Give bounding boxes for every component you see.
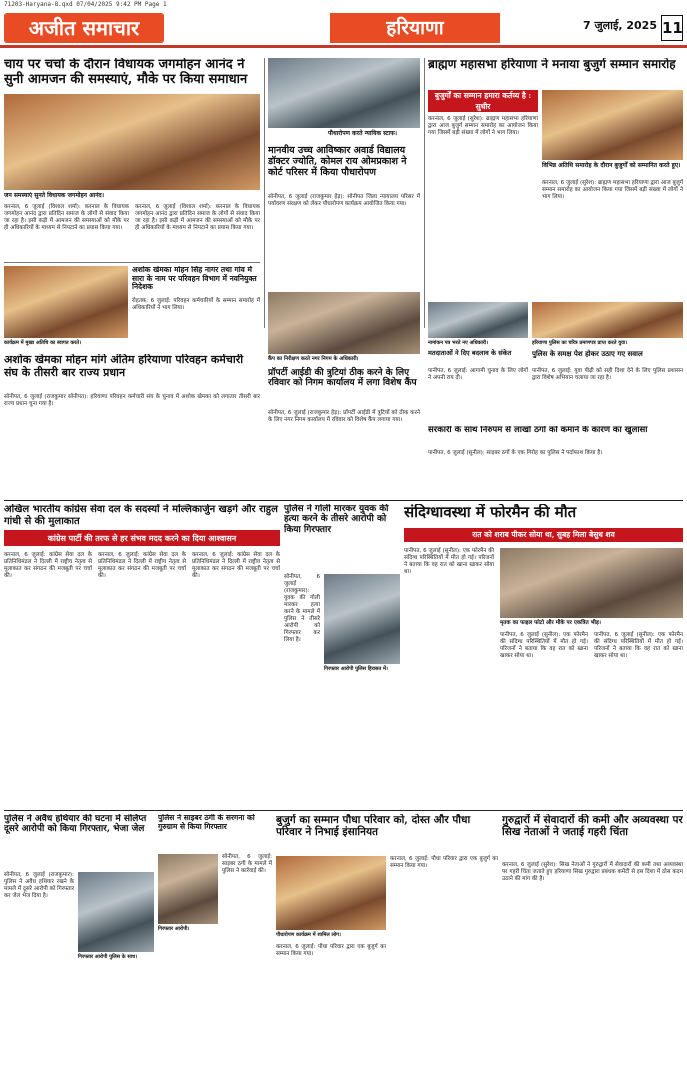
headline: अखिल भारतीय कांग्रेस सेवा दल के सदस्यों ने मल्लिकार्जुन खड़गे और राहुल गांधी से की मुलाकात [4, 504, 278, 527]
photo-caption: विभिन्न अतिथि समारोह के दौरान बुजुर्गों को सम्मानित करते हुए। [542, 162, 681, 169]
headline: पुलिस के समक्ष पेश होकर उठाए गए सवाल [532, 349, 643, 358]
article-body: सोनीपत, 6 जुलाई (राजकुमार हेड़): प्रॉपर्टी आईडी में त्रुटियों को ठीक करने के लिए नगर निगम कार्यालय में रविवार को विशेष कैंप लगाया गया। [268, 410, 420, 423]
article-body: पानीपत, 6 जुलाई (सुनील): एक फोरमैन की संदिग्ध परिस्थितियों में मौत हो गई। परिजनों ने बताया कि वह रात को खाना खाकर सोया था। [404, 548, 494, 575]
article-voters [428, 302, 528, 422]
article-cyber-fraud [428, 426, 683, 496]
headline: पुलिस ने गोली मारकर युवक की हत्या करने के तीसरे आरोपी को किया गिरफ्तार [284, 504, 389, 535]
article-court-plantation [268, 58, 420, 288]
article-photo [4, 266, 128, 338]
article-congress-seva-dal [4, 504, 280, 804]
column-rule [424, 58, 425, 328]
article-cyber-ringleader [158, 814, 272, 1086]
headline: संदिग्धावस्था में फोरमैन की मौत [404, 504, 577, 521]
article-body: करनाल, 6 जुलाई (विशाल शर्मा): करनाल के विधायक जगमोहन आनंद द्वारा प्रतिदिन समाज के लोगों से संवाद किया जा रहा है। इसी कड़ी में आमजन की समस्याओं को मौके पर ही अधिकारियों के माध्यम से निपटाने का प्रयास किया गया। [4, 204, 129, 231]
article-body: करनाल, 6 जुलाई (सुरेश): ब्राह्मण महासभा हरियाणा द्वारा आज बुजुर्ग सम्मान समारोह का आयोजन किया गया जिसमें बड़ी संख्या में लोगों ने भाग लिया। [428, 116, 538, 136]
page-number: 11 [661, 15, 683, 41]
article-photo [78, 872, 154, 952]
headline: मतदाताओं ने दिए बदलाव के संकेत [428, 349, 512, 357]
article-body: पानीपत, 6 जुलाई: आगामी चुनाव के लिए लोगों ने अपनी राय दी। [428, 368, 528, 381]
article-photo [542, 90, 683, 160]
photo-caption: पौधारोपण कार्यक्रम में शामिल लोग। [276, 932, 341, 938]
section-rule [4, 810, 683, 811]
photo-caption: गिरफ्तार आरोपी पुलिस हिरासत में। [324, 666, 388, 672]
article-elder-respect [276, 814, 498, 1086]
article-body: करनाल, 6 जुलाई (सुरेश): सिख नेताओं ने गुरुद्वारों में सेवादारों की कमी तथा अव्यवस्था पर गहरी चिंता जताते हुए हरियाणा सिख गुरुद्वारा प्रबंधक कमेटी से इस दिशा में ठोस कदम उठाने की मांग की है। [502, 862, 683, 882]
article-body: पानीपत, 6 जुलाई: युवा पीढ़ी को सही दिशा देने के लिए पुलिस प्रशासन द्वारा विशेष अभियान चलाया जा रहा है। [532, 368, 683, 381]
subhead-banner: कांग्रेस पार्टी की तरफ से हर संभव मदद करने का दिया आश्वासन [4, 530, 280, 546]
headline: मानवीय उच्च आविष्कार अवार्ड विद्यालय डॉक्टर ज्योति, कोमल राय ओमप्रकाश ने कोर्ट परिसर में किया पौधारोपण [268, 145, 407, 178]
print-slug: 71203-Haryana-8.qxd 07/04/2025 9:42 PM Page 1 [4, 1, 167, 8]
section-title: हरियाणा [330, 13, 500, 43]
article-photo [268, 58, 420, 128]
article-brahmin-mahasabha [428, 58, 683, 298]
article-police-certificate [532, 302, 683, 422]
article-transport-union [4, 354, 260, 494]
article-body: सोनीपत, 6 जुलाई (राजकुमार सोनीपत): हरियाणा परिवहन कर्मचारी संघ के चुनाव में अशोक खेमका को लगातार तीसरी बार राज्य प्रधान चुना गया है। [4, 394, 260, 407]
article-photo [4, 94, 260, 190]
photo-caption: पौधारोपण करते न्यायिक स्टाफ। [328, 130, 397, 137]
article-body: सोनीपत, 6 जुलाई (राजकुमार): युवक की गोली मारकर हत्या करने के मामले में पुलिस ने तीसरे आरोपी को गिरफ्तार कर लिया है। [284, 574, 320, 643]
masthead [0, 10, 687, 48]
headline: अशोक खेमका मोहन सिंह नागर तथा गांव में सारा के नाम पर परिवहन विभाग में नवनियुक्त निदेशक [132, 266, 257, 292]
headline: पुलिस ने अवैध हथियार की घटना में संलिप्त दूसरे आरोपी को किया गिरफ्तार, भेजा जेल [4, 814, 147, 835]
photo-caption: हरियाणा पुलिस का चरित्र प्रमाणपत्र प्राप्त करते युवा। [532, 340, 628, 346]
article-mla-chai-charcha [4, 58, 260, 258]
newspaper-brand: अजीत समाचार [4, 13, 164, 43]
article-foreman-death [404, 504, 683, 804]
headline: सरकारी के साथ निरुपम से लाखों ठगों को कमाने के कारण का खुलासा [428, 426, 648, 435]
article-illegal-weapon [4, 814, 154, 1086]
article-body: सोनीपत, 6 जुलाई (राजकुमार हेड़): सोनीपत जिला न्यायालय परिसर में पर्यावरण संरक्षण को लेकर पौधारोपण कार्यक्रम आयोजित किया गया। [268, 194, 420, 207]
article-shooting-arrest [284, 504, 400, 804]
article-body-continued: करनाल, 6 जुलाई: कांग्रेस सेवा दल के प्रतिनिधिमंडल ने दिल्ली में राष्ट्रीय नेतृत्व से मुलाकात कर संगठन की मजबूती पर चर्चा की। [192, 552, 280, 579]
article-body-continued: पानीपत, 6 जुलाई (सुनील): एक फोरमैन की संदिग्ध परिस्थितियों में मौत हो गई। परिजनों ने बताया कि वह रात को खाना खाकर सोया था। [594, 632, 683, 659]
issue-date: 7 जुलाई, 2025 [583, 19, 657, 32]
article-photo [532, 302, 683, 338]
article-body: करनाल, 6 जुलाई: कांग्रेस सेवा दल के प्रतिनिधिमंडल ने दिल्ली में राष्ट्रीय नेतृत्व से मुलाकात कर संगठन की मजबूती पर चर्चा की। [4, 552, 92, 579]
photo-caption: कार्यक्रम में मुख्य अतिथि का स्वागत करते। [4, 340, 82, 346]
article-photo [268, 292, 420, 354]
photo-caption: मृतक का फाइल फोटो और मौके पर एकत्रित भीड़। [500, 620, 601, 626]
headline: चाय पर चर्चा के दौरान विधायक जगमोहन आनंद ने सुनी आमजन की समस्याएं, मौके पर किया समाधान [4, 58, 248, 87]
headline: बुजुर्ग का सम्मान पौधा परिवार को, दोस्त और पौधा परिवार ने निभाई इंसानियत [276, 814, 471, 839]
photo-caption: जन समस्याएं सुनते विधायक जगमोहन आनंद। [4, 192, 104, 199]
headline: पुलिस ने साइबर ठगी के सरगना को गुरुग्राम से किया गिरफ्तार [158, 814, 255, 831]
article-body-continued: करनाल, 6 जुलाई (विशाल शर्मा): करनाल के विधायक जगमोहन आनंद द्वारा प्रतिदिन समाज के लोगों से संवाद किया जा रहा है। इसी कड़ी में आमजन की समस्याओं को मौके पर ही अधिकारियों के माध्यम से निपटाने का प्रयास किया गया। [135, 204, 260, 231]
article-gurudwara-sevadars [502, 814, 683, 1086]
article-body: करनाल, 6 जुलाई: पौधा परिवार द्वारा एक बुजुर्ग का सम्मान किया गया। [276, 944, 386, 957]
headline: प्रॉपर्टी आईडी की त्रुटियां ठीक करने के लिए रविवार को निगम कार्यालय में लगा विशेष कैंप [268, 368, 417, 389]
article-body-continued: करनाल, 6 जुलाई: कांग्रेस सेवा दल के प्रतिनिधिमंडल ने दिल्ली में राष्ट्रीय नेतृत्व से मुलाकात कर संगठन की मजबूती पर चर्चा की। [98, 552, 186, 579]
section-rule [4, 262, 260, 263]
article-body: सोनीपत, 6 जुलाई: साइबर ठगी के मामले में पुलिस ने कार्रवाई की। [222, 854, 272, 874]
article-body-continued: पानीपत, 6 जुलाई (सुनील): एक फोरमैन की संदिग्ध परिस्थितियों में मौत हो गई। परिजनों ने बताया कि वह रात को खाना खाकर सोया था। [500, 632, 588, 659]
article-photo [324, 574, 400, 664]
article-body: रोहतक, 6 जुलाई: परिवहन कर्मचारियों के सम्मान समारोह में अधिकारियों ने भाग लिया। [132, 298, 260, 311]
photo-caption: कैंप का निरीक्षण करते नगर निगम के अधिकारी। [268, 356, 359, 362]
photo-caption: गिरफ्तार आरोपी पुलिस के साथ। [78, 954, 138, 960]
article-photo [158, 854, 218, 924]
article-transport-secondary [132, 266, 260, 350]
column-rule [264, 58, 265, 328]
article-photo [500, 548, 683, 618]
article-property-id-camp [268, 292, 420, 492]
article-body: पानीपत, 6 जुलाई (सुनील): साइबर ठगों के एक गिरोह का पुलिस ने पर्दाफाश किया है। [428, 450, 603, 456]
photo-caption: नामांकन पत्र भरते नए अधिकारी। [428, 340, 489, 346]
article-photo [276, 856, 386, 930]
article-transport-photo [4, 266, 128, 350]
headline: ब्राह्मण महासभा हरियाणा ने मनाया बुजुर्ग सम्मान समारोह [428, 58, 676, 71]
article-body-continued: करनाल, 6 जुलाई (सुरेश): ब्राह्मण महासभा हरियाणा द्वारा आज बुजुर्ग सम्मान समारोह का आयोजन किया गया जिसमें बड़ी संख्या में लोगों ने भाग लिया। [542, 180, 683, 200]
subhead-banner: रात को शराब पीकर सोया था, सुबह मिला बेसुध शव [404, 528, 683, 542]
article-body: सोनीपत, 6 जुलाई (राजकुमार): पुलिस ने अवैध हथियार रखने के मामले में दूसरे आरोपी को गिरफ्तार कर जेल भेज दिया है। [4, 872, 74, 899]
article-body-continued: करनाल, 6 जुलाई: पौधा परिवार द्वारा एक बुजुर्ग का सम्मान किया गया। [390, 856, 498, 869]
subhead-banner: बुजुर्गों का सम्मान हमारा कर्तव्य है : सुधीर [428, 90, 538, 112]
headline: अशोक खेमका मोहन मांगे अंतिम हरियाणा परिवहन कर्मचारी संघ के तीसरी बार राज्य प्रधान [4, 354, 244, 379]
headline: गुरुद्वारों में सेवादारों की कमी और अव्यवस्था पर सिख नेताओं ने जताई गहरी चिंता [502, 814, 683, 839]
section-rule [4, 500, 683, 501]
article-photo [428, 302, 528, 338]
photo-caption: गिरफ्तार आरोपी। [158, 926, 190, 932]
